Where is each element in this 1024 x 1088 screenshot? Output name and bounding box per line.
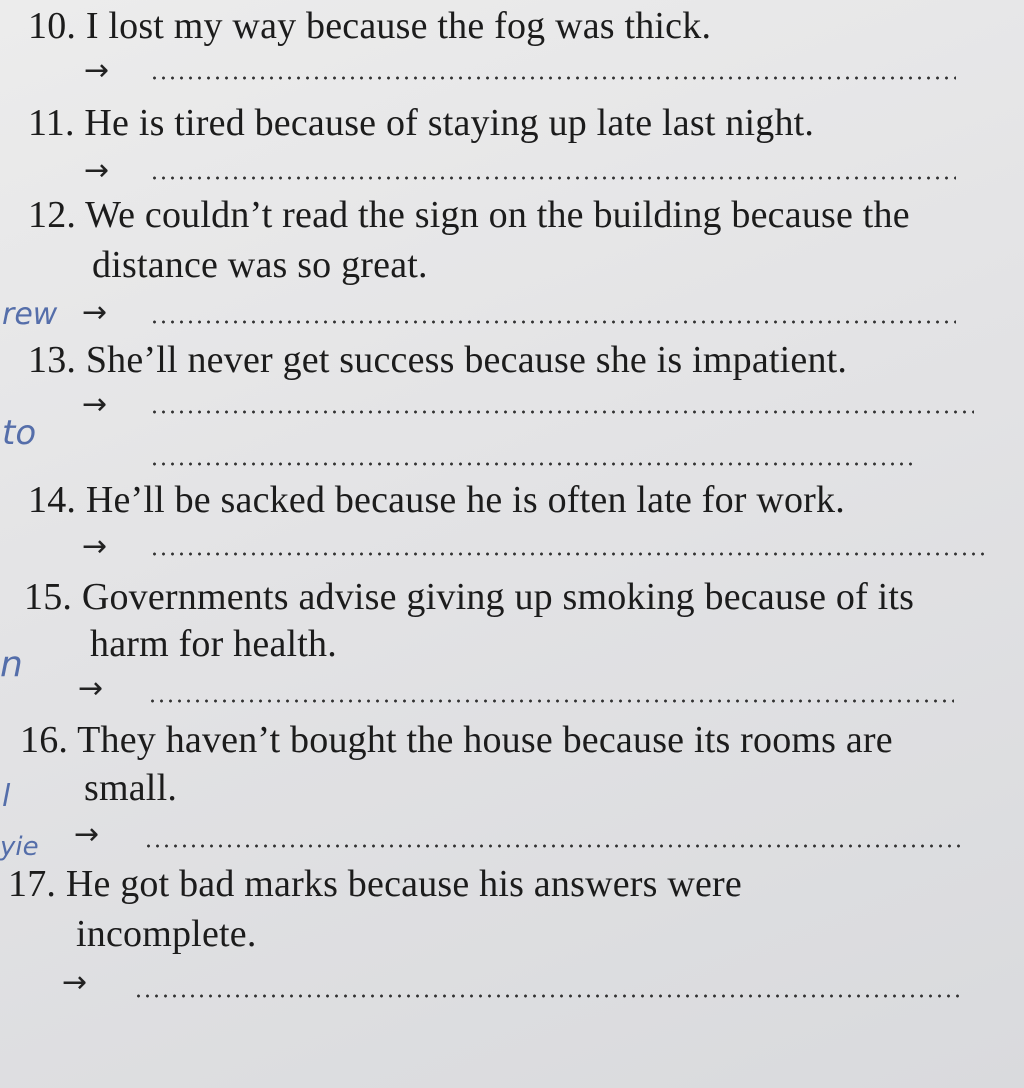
exercise-17-continuation (76, 912, 257, 956)
answer-line (150, 410, 974, 414)
answer-line (150, 176, 956, 180)
exercise-text: They haven’t bought the house because its rooms are (77, 719, 893, 761)
exercise-12 (28, 193, 910, 237)
exercise-11 (28, 101, 814, 145)
arrow-icon: → (84, 153, 110, 188)
margin-note-yie: yie (0, 832, 39, 862)
exercise-number: 13. (28, 339, 77, 381)
exercise-15-continuation (90, 622, 337, 666)
exercise-number: 10. (28, 5, 77, 47)
exercise-number: 15. (24, 576, 73, 618)
exercise-text: incomplete. (76, 913, 257, 955)
arrow-icon: → (82, 529, 108, 564)
margin-note-rew: rew (2, 297, 58, 332)
exercise-17 (8, 862, 742, 906)
exercise-number: 16. (20, 719, 69, 761)
margin-note-to: to (2, 413, 37, 453)
exercise-16 (20, 718, 893, 762)
exercise-text: small. (84, 767, 178, 809)
exercise-number: 11. (28, 102, 75, 144)
exercise-number: 17. (8, 863, 57, 905)
exercise-12-continuation (92, 243, 428, 287)
exercise-text: He is tired because of staying up late last night. (84, 102, 815, 144)
arrow-icon: → (82, 295, 108, 330)
answer-line (150, 320, 956, 324)
exercise-10 (28, 4, 711, 48)
answer-line (148, 699, 954, 703)
answer-line (150, 552, 988, 556)
answer-line (150, 76, 956, 80)
arrow-icon: → (84, 53, 110, 88)
exercise-13 (28, 338, 847, 382)
exercise-text: He got bad marks because his answers were (65, 863, 742, 905)
exercise-number: 12. (28, 194, 77, 236)
exercise-14 (28, 478, 845, 522)
exercise-text: Governments advise giving up smoking because of its (81, 576, 915, 618)
arrow-icon: → (62, 965, 88, 1000)
exercise-15 (24, 575, 914, 619)
exercise-text: He’ll be sacked because he is often late for work. (85, 479, 845, 521)
exercise-text: She’ll never get success because she is impatient. (85, 339, 848, 381)
arrow-icon: → (82, 387, 108, 422)
margin-note-l: l (2, 779, 11, 814)
exercise-text: We couldn’t read the sign on the building because the (85, 194, 910, 236)
answer-line (144, 844, 960, 848)
exercise-text: I lost my way because the fog was thick. (85, 5, 712, 47)
arrow-icon: → (74, 817, 100, 852)
arrow-icon: → (78, 671, 104, 706)
exercise-number: 14. (28, 479, 77, 521)
exercise-text: harm for health. (90, 623, 337, 665)
answer-line-extra (150, 462, 912, 466)
answer-line (134, 994, 964, 998)
exercise-text: distance was so great. (92, 244, 428, 286)
exercise-16-continuation (84, 766, 177, 810)
margin-note-n: n (0, 644, 23, 685)
